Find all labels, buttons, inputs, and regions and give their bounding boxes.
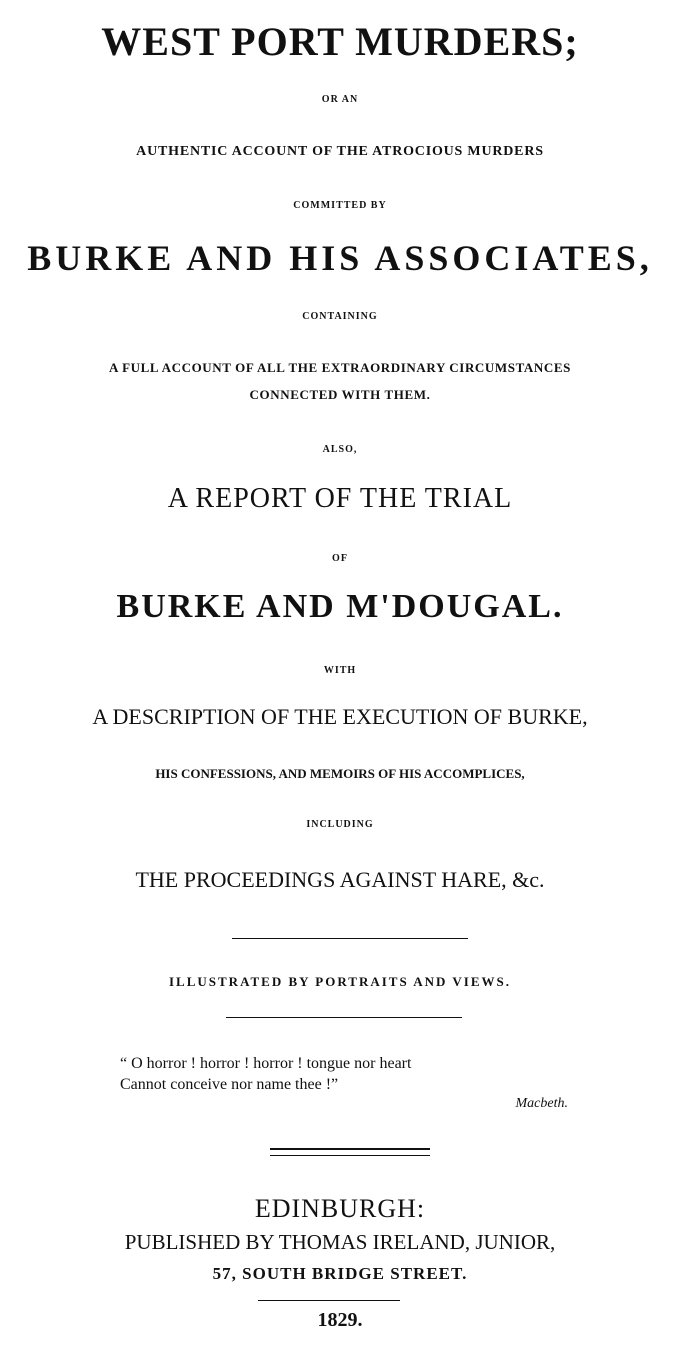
imprint-city: EDINBURGH: (254, 1194, 426, 1223)
epigraph (120, 1053, 411, 1095)
with: WITH (323, 665, 357, 676)
double-rule-top (270, 1148, 430, 1150)
or-an: OR AN (321, 94, 359, 105)
illustrated: ILLUSTRATED BY PORTRAITS AND VIEWS. (168, 974, 511, 989)
double-rule-bottom (270, 1155, 430, 1156)
contents-line-1: A FULL ACCOUNT OF ALL THE EXTRAORDINARY CIRCUMSTANCES (109, 360, 571, 375)
also: ALSO, (322, 444, 358, 455)
contents-line-2: CONNECTED WITH THEM. (249, 387, 431, 402)
defendants: BURKE AND M'DOUGAL. (116, 588, 564, 625)
report-heading: A REPORT OF THE TRIAL (167, 483, 513, 514)
epigraph-line-1: “ O horror ! horror ! horror ! tongue nor heart (120, 1055, 412, 1072)
divider (232, 938, 468, 939)
imprint-publisher: PUBLISHED BY THOMAS IRELAND, JUNIOR, (124, 1230, 556, 1254)
confessions: HIS CONFESSIONS, AND MEMOIRS OF HIS ACCOMPLICES, (155, 766, 525, 781)
divider (226, 1017, 462, 1018)
title: WEST PORT MURDERS; (101, 19, 579, 64)
containing: CONTAINING (302, 311, 378, 322)
proceedings: THE PROCEEDINGS AGAINST HARE, &c. (135, 867, 545, 892)
epigraph-line-2: Cannot conceive nor name thee !” (120, 1076, 339, 1093)
imprint-year: 1829. (317, 1309, 363, 1331)
of: OF (332, 553, 348, 564)
subtitle: AUTHENTIC ACCOUNT OF THE ATROCIOUS MURDERS (136, 144, 544, 159)
committed-by: COMMITTED BY (293, 200, 387, 211)
epigraph-attribution: Macbeth. (515, 1096, 568, 1111)
description: A DESCRIPTION OF THE EXECUTION OF BURKE, (92, 704, 588, 729)
perpetrators: BURKE AND HIS ASSOCIATES, (27, 238, 653, 278)
including: INCLUDING (306, 819, 374, 830)
divider (258, 1300, 400, 1301)
imprint-address: 57, SOUTH BRIDGE STREET. (212, 1264, 468, 1283)
